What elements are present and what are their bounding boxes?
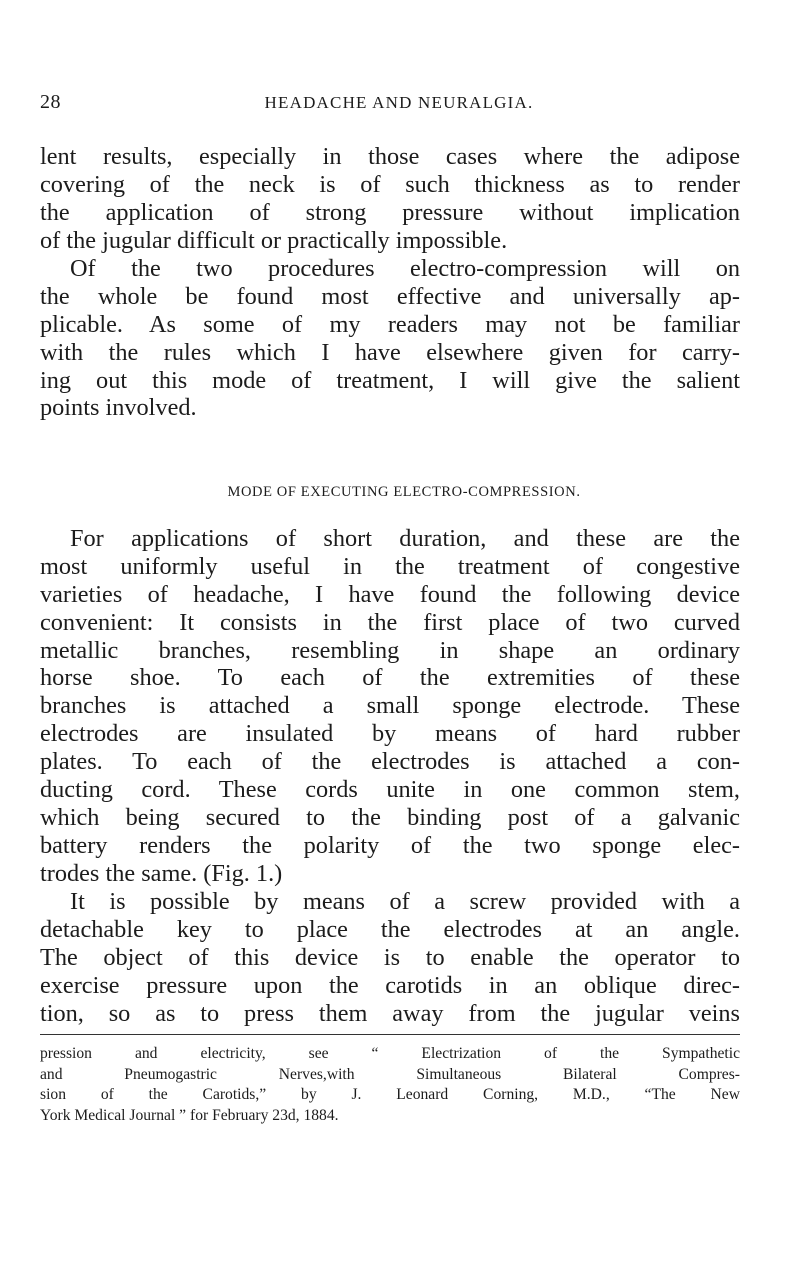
footnote	[40, 1044, 740, 1126]
text-line: the application of strong pressure without implication	[40, 198, 740, 226]
footnote-line: and Pneumogastric Nerves,with Simultaneous Bilateral Compres-	[40, 1065, 740, 1083]
text-line: tion, so as to press them away from the jugular veins	[40, 999, 740, 1027]
text-line: Of the two procedures electro-compression will on	[70, 255, 740, 282]
text-line: of the jugular difficult or practically impossible.	[40, 226, 508, 254]
text-line: trodes the same. (Fig. 1.)	[40, 859, 283, 887]
text-line: horse shoe. To each of the extremities of these	[40, 664, 740, 692]
text-line: with the rules which I have elsewhere given for carry-	[40, 338, 740, 366]
text-line: branches is attached a small sponge electrode. These	[40, 692, 740, 720]
paragraph-1	[40, 143, 740, 255]
text-line: ducting cord. These cords unite in one common stem,	[40, 776, 740, 804]
text-line: lent results, especially in those cases where the adipose	[40, 143, 740, 170]
text-line: detachable key to place the electrodes at an angle.	[40, 915, 740, 943]
paragraph-2	[40, 255, 740, 422]
paragraph-4	[40, 888, 740, 1027]
text-line: plicable. As some of my readers may not be familiar	[40, 310, 740, 338]
text-line: varieties of headache, I have found the following device	[40, 580, 740, 608]
text-line: covering of the neck is of such thickness as to render	[40, 170, 740, 198]
footnote-line: York Medical Journal ” for February 23d, 1884.	[40, 1106, 339, 1124]
running-head: HEADACHE AND NEURALGIA.	[264, 93, 534, 112]
text-line: battery renders the polarity of the two sponge elec-	[40, 831, 740, 859]
page-number: 28	[40, 91, 61, 113]
paragraph-3	[40, 525, 740, 888]
text-line: electrodes are insulated by means of hard rubber	[40, 720, 740, 748]
page-header	[40, 91, 740, 121]
text-line: exercise pressure upon the carotids in an oblique direc-	[40, 971, 740, 999]
text-line: For applications of short duration, and these are the	[70, 525, 740, 552]
text-line: points involved.	[40, 394, 197, 422]
text-line: plates. To each of the electrodes is attached a con-	[40, 748, 740, 776]
text-line: most uniformly useful in the treatment of congestive	[40, 552, 740, 580]
footnote-line: pression and electricity, see “ Electrization of the Sympathetic	[40, 1045, 740, 1062]
footnote-divider	[40, 1034, 740, 1035]
text-line: ing out this mode of treatment, I will give the salient	[40, 366, 740, 394]
text-line: which being secured to the binding post of a galvanic	[40, 803, 740, 831]
text-line: convenient: It consists in the first place of two curved	[40, 608, 740, 636]
footnote-line: sion of the Carotids,” by J. Leonard Corning, M.D., “The New	[40, 1086, 740, 1104]
text-line: It is possible by means of a screw provided with a	[70, 888, 740, 915]
text-line: metallic branches, resembling in shape an ordinary	[40, 636, 740, 664]
section-heading: MODE OF EXECUTING ELECTRO-COMPRESSION.	[227, 484, 581, 500]
text-line: The object of this device is to enable the operator to	[40, 943, 740, 971]
text-line: the whole be found most effective and universally ap-	[40, 282, 740, 310]
